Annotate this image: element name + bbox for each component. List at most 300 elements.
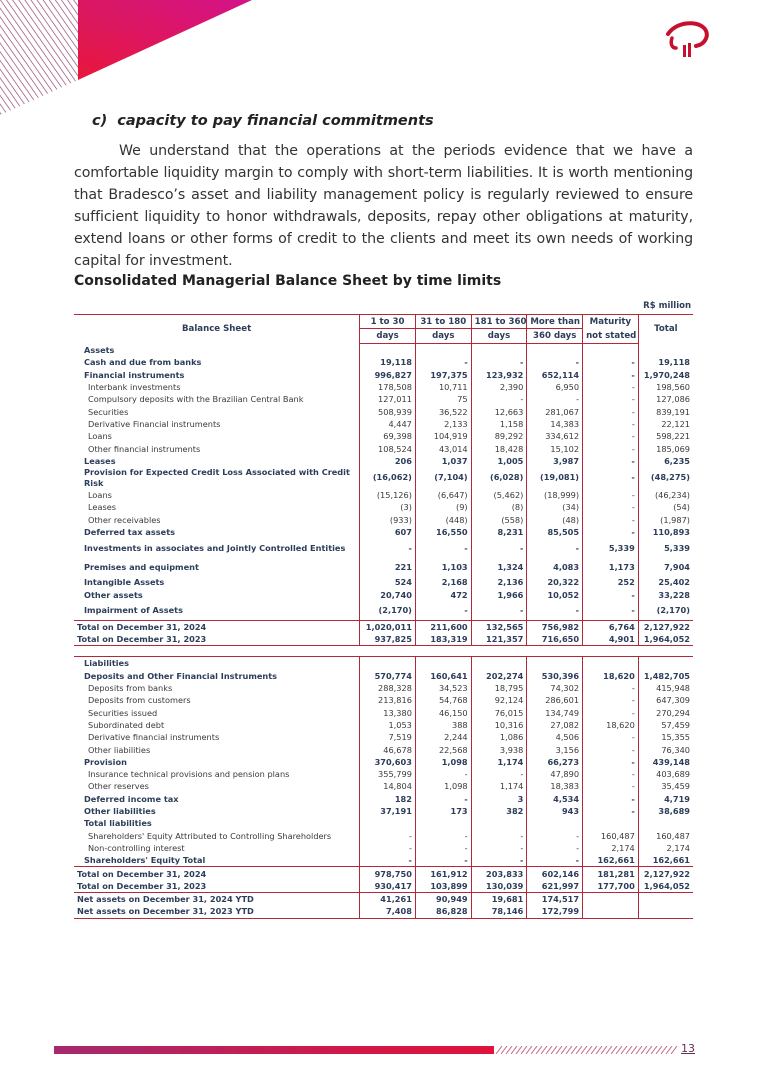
- row-label: Derivative Financial instruments: [88, 418, 221, 429]
- decorative-corner-graphic: [0, 0, 260, 120]
- cell-value: 2,127,922: [638, 620, 693, 633]
- asset-row: [74, 356, 693, 368]
- row-label: Net assets on December 31, 2023 YTD: [74, 905, 360, 918]
- cell-value: 524: [360, 576, 416, 588]
- cell-value: 92,124: [471, 694, 527, 706]
- footer-bar: [54, 1046, 494, 1054]
- cell-value: 19,681: [471, 892, 527, 905]
- cell-value: 85,505: [527, 526, 583, 538]
- cell-value: 252: [583, 576, 639, 588]
- cell-value: 2,174: [638, 842, 693, 854]
- unit-label: R$ million: [643, 301, 691, 311]
- cell-value: 15,102: [527, 442, 583, 454]
- cell-value: 33,228: [638, 588, 693, 600]
- row-label: Other liabilities: [84, 806, 156, 817]
- cell-value: 508,939: [360, 405, 416, 417]
- cell-value: 202,274: [471, 670, 527, 682]
- footer-hatch-graphic: [482, 1046, 688, 1054]
- cell-value: (8): [471, 501, 527, 513]
- cell-value: (54): [638, 501, 693, 513]
- cell-value: 27,082: [527, 719, 583, 731]
- cell-value: 1,086: [471, 731, 527, 743]
- cell-value: 89,292: [471, 430, 527, 442]
- cell-value: 8,231: [471, 526, 527, 538]
- row-label: Deferred tax assets: [84, 527, 175, 537]
- row-label: Premises and equipment: [84, 561, 199, 572]
- cell-value: 607: [360, 526, 416, 538]
- cell-value: 996,827: [360, 369, 416, 381]
- row-label: Total on December 31, 2024: [74, 867, 360, 880]
- cell-value: 6,764: [583, 620, 639, 633]
- col-header-1-30: 1 to 30: [360, 315, 416, 329]
- cell-value: 4,719: [638, 793, 693, 805]
- table-title: Consolidated Managerial Balance Sheet by time limits: [74, 273, 502, 289]
- cell-value: 1,005: [471, 455, 527, 467]
- row-label: Deposits from customers: [88, 695, 191, 706]
- cell-value: 16,550: [415, 526, 471, 538]
- cell-value: (2,170): [360, 601, 416, 621]
- cell-value: 178,508: [360, 381, 416, 393]
- cell-value: 14,804: [360, 780, 416, 792]
- cell-value: 14,383: [527, 418, 583, 430]
- cell-value: [415, 817, 471, 829]
- cell-value: -: [583, 756, 639, 768]
- cell-value: 13,380: [360, 707, 416, 719]
- cell-value: -: [583, 501, 639, 513]
- cell-value: -: [583, 514, 639, 526]
- cell-value: 4,447: [360, 418, 416, 430]
- cell-value: 104,919: [415, 430, 471, 442]
- cell-value: -: [527, 830, 583, 842]
- row-label: Impairment of Assets: [84, 605, 183, 616]
- cell-value: 1,324: [471, 557, 527, 576]
- cell-value: [583, 817, 639, 829]
- cell-value: 221: [360, 557, 416, 576]
- asset-row: [74, 418, 693, 430]
- cell-value: 1,037: [415, 455, 471, 467]
- cell-value: -: [583, 793, 639, 805]
- cell-value: (34): [527, 501, 583, 513]
- cell-value: 4,506: [527, 731, 583, 743]
- cell-value: 1,482,705: [638, 670, 693, 682]
- cell-value: 160,641: [415, 670, 471, 682]
- cell-value: 334,612: [527, 430, 583, 442]
- cell-value: -: [583, 768, 639, 780]
- col-header-181-360-sub: days: [471, 329, 527, 344]
- cell-value: 35,459: [638, 780, 693, 792]
- cell-value: -: [415, 538, 471, 557]
- asset-row: [74, 381, 693, 393]
- cell-value: 652,114: [527, 369, 583, 381]
- cell-value: 270,294: [638, 707, 693, 719]
- liability-row: [74, 707, 693, 719]
- row-label: Total on December 31, 2023: [74, 633, 360, 646]
- asset-row: [74, 576, 693, 588]
- cell-value: -: [527, 356, 583, 368]
- cell-value: -: [471, 356, 527, 368]
- cell-value: 206: [360, 455, 416, 467]
- row-label: Total on December 31, 2024: [74, 620, 360, 633]
- cell-value: (9): [415, 501, 471, 513]
- cell-value: 78,146: [471, 905, 527, 918]
- cell-value: 1,020,011: [360, 620, 416, 633]
- cell-value: (3): [360, 501, 416, 513]
- cell-value: 130,039: [471, 880, 527, 893]
- cell-value: -: [583, 743, 639, 755]
- cell-value: 172,799: [527, 905, 583, 918]
- col-header-31-180-sub: days: [415, 329, 471, 344]
- asset-row: [74, 601, 693, 621]
- cell-value: 2,133: [415, 418, 471, 430]
- cell-value: 978,750: [360, 867, 416, 880]
- asset-row: [74, 393, 693, 405]
- cell-value: -: [471, 768, 527, 780]
- cell-value: 370,603: [360, 756, 416, 768]
- cell-value: 1,964,052: [638, 633, 693, 646]
- cell-value: 1,174: [471, 756, 527, 768]
- cell-value: 281,067: [527, 405, 583, 417]
- liability-row: [74, 682, 693, 694]
- cell-value: 355,799: [360, 768, 416, 780]
- asset-row: [74, 430, 693, 442]
- liability-row: [74, 694, 693, 706]
- cell-value: 37,191: [360, 805, 416, 817]
- liability-row: [74, 854, 693, 867]
- cell-value: 5,339: [638, 538, 693, 557]
- cell-value: 18,620: [583, 719, 639, 731]
- cell-value: (19,081): [527, 467, 583, 489]
- cell-value: -: [471, 601, 527, 621]
- cell-value: -: [583, 467, 639, 489]
- net-assets-row: [74, 892, 693, 905]
- cell-value: 90,949: [415, 892, 471, 905]
- section-marker: c): [92, 113, 108, 129]
- cell-value: [471, 817, 527, 829]
- cell-value: -: [415, 842, 471, 854]
- cell-value: 602,146: [527, 867, 583, 880]
- row-label: Subordinated debt: [88, 719, 165, 730]
- cell-value: 2,136: [471, 576, 527, 588]
- liabilities-section-header: [74, 657, 693, 670]
- cell-value: 173: [415, 805, 471, 817]
- cell-value: 18,795: [471, 682, 527, 694]
- cell-value: [638, 817, 693, 829]
- row-label: Leases: [88, 502, 117, 513]
- cell-value: -: [583, 418, 639, 430]
- liability-row: [74, 756, 693, 768]
- cell-value: (18,999): [527, 489, 583, 501]
- row-label: Shareholders' Equity Total: [84, 855, 206, 866]
- col-header-total: Total: [638, 315, 693, 344]
- section-label: Liabilities: [74, 657, 360, 670]
- cell-value: -: [583, 601, 639, 621]
- cell-value: 132,565: [471, 620, 527, 633]
- cell-value: 2,127,922: [638, 867, 693, 880]
- cell-value: (1,987): [638, 514, 693, 526]
- asset-total-row: [74, 620, 693, 633]
- row-label: Total on December 31, 2023: [77, 880, 207, 891]
- cell-value: [638, 892, 693, 905]
- cell-value: 103,899: [415, 880, 471, 893]
- col-header-maturity-sub: not stated: [583, 329, 639, 344]
- cell-value: 937,825: [360, 633, 416, 646]
- cell-value: 185,069: [638, 442, 693, 454]
- cell-value: 19,118: [360, 356, 416, 368]
- cell-value: 18,428: [471, 442, 527, 454]
- cell-value: 197,375: [415, 369, 471, 381]
- cell-value: 174,517: [527, 892, 583, 905]
- cell-value: 34,523: [415, 682, 471, 694]
- cell-value: 46,150: [415, 707, 471, 719]
- liability-row: [74, 743, 693, 755]
- col-header-maturity: Maturity: [583, 315, 639, 329]
- cell-value: 76,015: [471, 707, 527, 719]
- row-label: Deposits and Other Financial Instruments: [84, 670, 278, 681]
- cell-value: 41,261: [360, 892, 416, 905]
- row-label: Provision: [84, 756, 127, 767]
- cell-value: -: [527, 393, 583, 405]
- row-label: Intangible Assets: [84, 577, 165, 588]
- cell-value: -: [583, 381, 639, 393]
- cell-value: -: [360, 854, 416, 867]
- cell-value: 20,740: [360, 588, 416, 600]
- cell-value: 38,689: [638, 805, 693, 817]
- cell-value: -: [415, 601, 471, 621]
- cell-value: -: [583, 707, 639, 719]
- cell-value: -: [527, 601, 583, 621]
- row-label: Derivative financial instruments: [88, 732, 220, 743]
- cell-value: -: [583, 393, 639, 405]
- cell-value: 213,816: [360, 694, 416, 706]
- row-label: Deferred income tax: [84, 793, 179, 804]
- cell-value: -: [583, 356, 639, 368]
- cell-value: 69,398: [360, 430, 416, 442]
- cell-value: -: [583, 455, 639, 467]
- net-assets-row: [74, 905, 693, 918]
- cell-value: 930,417: [360, 880, 416, 893]
- table-body: [74, 344, 693, 919]
- liability-total-row: [74, 867, 693, 880]
- cell-value: 76,340: [638, 743, 693, 755]
- cell-value: 2,244: [415, 731, 471, 743]
- liability-row: [74, 793, 693, 805]
- cell-value: -: [583, 731, 639, 743]
- row-label: Securities: [88, 406, 129, 417]
- asset-row: [74, 501, 693, 513]
- cell-value: [583, 892, 639, 905]
- asset-row: [74, 369, 693, 381]
- cell-value: -: [527, 854, 583, 867]
- section-label: Assets: [84, 344, 115, 355]
- col-header-balance-sheet: Balance Sheet: [74, 315, 360, 344]
- cell-value: 25,402: [638, 576, 693, 588]
- cell-value: 203,833: [471, 867, 527, 880]
- row-label: Interbank investments: [88, 382, 181, 393]
- cell-value: (48): [527, 514, 583, 526]
- cell-value: -: [471, 854, 527, 867]
- cell-value: 3,987: [527, 455, 583, 467]
- cell-value: 74,302: [527, 682, 583, 694]
- cell-value: 1,098: [415, 756, 471, 768]
- cell-value: 181,281: [583, 867, 639, 880]
- cell-value: 3: [471, 793, 527, 805]
- cell-value: 134,749: [527, 707, 583, 719]
- cell-value: 161,912: [415, 867, 471, 880]
- cell-value: 66,273: [527, 756, 583, 768]
- cell-value: 647,309: [638, 694, 693, 706]
- cell-value: (6,647): [415, 489, 471, 501]
- row-label: Other assets: [84, 589, 143, 600]
- cell-value: 5,339: [583, 538, 639, 557]
- cell-value: 286,601: [527, 694, 583, 706]
- cell-value: (16,062): [360, 467, 416, 489]
- row-label: Other receivables: [88, 514, 161, 525]
- liability-row: [74, 842, 693, 854]
- row-label: Other liabilities: [88, 744, 151, 755]
- col-header-more-360: More than: [527, 315, 583, 329]
- cell-value: 110,893: [638, 526, 693, 538]
- cell-value: -: [583, 369, 639, 381]
- cell-value: (15,126): [360, 489, 416, 501]
- cell-value: 403,689: [638, 768, 693, 780]
- row-label: Financial instruments: [84, 369, 185, 380]
- liability-row: [74, 719, 693, 731]
- cell-value: -: [471, 842, 527, 854]
- cell-value: 943: [527, 805, 583, 817]
- col-header-181-360: 181 to 360: [471, 315, 527, 329]
- cell-value: (933): [360, 514, 416, 526]
- cell-value: 716,650: [527, 633, 583, 646]
- cell-value: 108,524: [360, 442, 416, 454]
- cell-value: (558): [471, 514, 527, 526]
- asset-row: [74, 489, 693, 501]
- cell-value: 756,982: [527, 620, 583, 633]
- cell-value: (46,234): [638, 489, 693, 501]
- cell-value: 2,174: [583, 842, 639, 854]
- row-label: Compulsory deposits with the Brazilian Central Bank: [88, 394, 304, 405]
- section-heading: [92, 113, 434, 129]
- balance-sheet-table: [74, 314, 693, 919]
- cell-value: 6,950: [527, 381, 583, 393]
- cell-value: 127,086: [638, 393, 693, 405]
- row-label: Non-controlling interest: [88, 842, 185, 853]
- cell-value: 10,711: [415, 381, 471, 393]
- cell-value: [360, 817, 416, 829]
- cell-value: 288,328: [360, 682, 416, 694]
- cell-value: 57,459: [638, 719, 693, 731]
- row-label: Net assets on December 31, 2024 YTD: [74, 892, 360, 905]
- cell-value: 1,964,052: [638, 880, 693, 893]
- cell-value: -: [527, 538, 583, 557]
- cell-value: 162,661: [638, 854, 693, 867]
- cell-value: -: [415, 356, 471, 368]
- cell-value: 382: [471, 805, 527, 817]
- cell-value: 570,774: [360, 670, 416, 682]
- cell-value: 10,316: [471, 719, 527, 731]
- cell-value: 839,191: [638, 405, 693, 417]
- row-label: Loans: [88, 431, 112, 442]
- cell-value: 177,700: [583, 880, 639, 893]
- cell-value: (7,104): [415, 467, 471, 489]
- cell-value: 4,901: [583, 633, 639, 646]
- cell-value: [527, 817, 583, 829]
- cell-value: 3,156: [527, 743, 583, 755]
- cell-value: 75: [415, 393, 471, 405]
- cell-value: 22,121: [638, 418, 693, 430]
- row-label: Shareholders' Equity Attributed to Controlling Shareholders: [88, 830, 332, 841]
- cell-value: 7,519: [360, 731, 416, 743]
- bradesco-logo-icon: [664, 18, 710, 64]
- cell-value: 530,396: [527, 670, 583, 682]
- row-label: Other reserves: [88, 781, 149, 792]
- cell-value: 211,600: [415, 620, 471, 633]
- cell-value: -: [583, 694, 639, 706]
- cell-value: -: [415, 854, 471, 867]
- cell-value: 20,322: [527, 576, 583, 588]
- cell-value: 1,098: [415, 780, 471, 792]
- liability-row: [74, 830, 693, 842]
- col-header-1-30-sub: days: [360, 329, 416, 344]
- cell-value: 621,997: [527, 880, 583, 893]
- cell-value: 439,148: [638, 756, 693, 768]
- cell-value: 1,158: [471, 418, 527, 430]
- row-label: Securities issued: [88, 707, 158, 718]
- cell-value: -: [583, 430, 639, 442]
- cell-value: -: [583, 588, 639, 600]
- cell-value: (6,028): [471, 467, 527, 489]
- cell-value: -: [471, 393, 527, 405]
- cell-value: 1,173: [583, 557, 639, 576]
- assets-section-header: [74, 344, 693, 357]
- cell-value: 18,620: [583, 670, 639, 682]
- section-spacer: [74, 646, 693, 657]
- row-label: Insurance technical provisions and pension plans: [88, 769, 290, 780]
- page-number: 13: [681, 1042, 695, 1055]
- cell-value: (48,275): [638, 467, 693, 489]
- cell-value: -: [415, 768, 471, 780]
- cell-value: 10,052: [527, 588, 583, 600]
- cell-value: [638, 905, 693, 918]
- cell-value: 162,661: [583, 854, 639, 867]
- asset-row: [74, 514, 693, 526]
- cell-value: 160,487: [638, 830, 693, 842]
- cell-value: (448): [415, 514, 471, 526]
- cell-value: -: [415, 830, 471, 842]
- cell-value: 7,408: [360, 905, 416, 918]
- liability-row: [74, 670, 693, 682]
- cell-value: 2,390: [471, 381, 527, 393]
- cell-value: 7,904: [638, 557, 693, 576]
- cell-value: 388: [415, 719, 471, 731]
- asset-row: [74, 588, 693, 600]
- cell-value: 43,014: [415, 442, 471, 454]
- liability-total-row: [74, 880, 693, 893]
- cell-value: 86,828: [415, 905, 471, 918]
- cell-value: -: [583, 805, 639, 817]
- cell-value: 15,355: [638, 731, 693, 743]
- row-label: Loans: [88, 490, 112, 501]
- cell-value: 54,768: [415, 694, 471, 706]
- cell-value: 47,890: [527, 768, 583, 780]
- cell-value: 4,083: [527, 557, 583, 576]
- liability-row: [74, 780, 693, 792]
- cell-value: -: [583, 489, 639, 501]
- cell-value: -: [471, 830, 527, 842]
- row-label: Investments in associates and Jointly Controlled Entities: [84, 542, 346, 553]
- cell-value: 472: [415, 588, 471, 600]
- cell-value: 12,663: [471, 405, 527, 417]
- row-label: Other financial instruments: [88, 443, 201, 454]
